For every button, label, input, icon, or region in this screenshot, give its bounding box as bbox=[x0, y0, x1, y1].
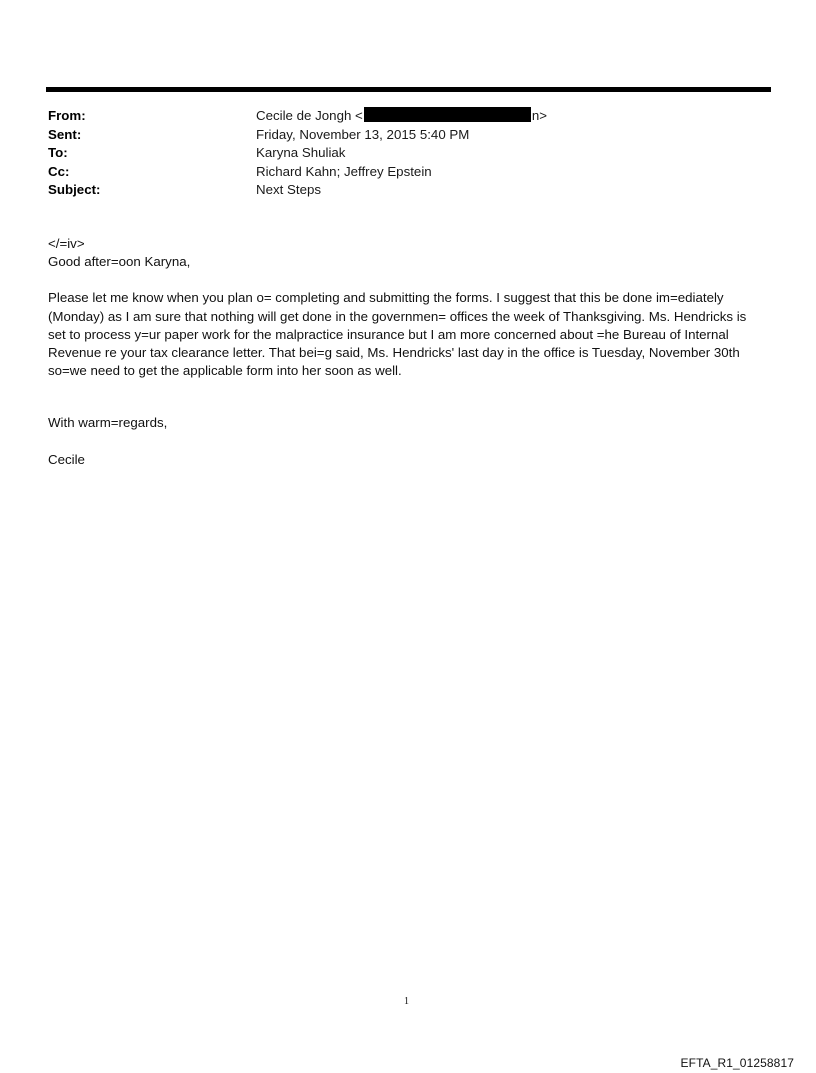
from-label: From: bbox=[48, 108, 86, 123]
bates-number: EFTA_R1_01258817 bbox=[680, 1056, 794, 1070]
page-number: 1 bbox=[404, 996, 409, 1007]
to-row bbox=[48, 144, 748, 163]
sent-value: Friday, November 13, 2015 5:40 PM bbox=[256, 126, 470, 142]
email-body bbox=[48, 235, 773, 469]
from-value-prefix: Cecile de Jongh < bbox=[256, 108, 363, 123]
paragraph-line: Revenue re your tax clearance letter. That bei=g said, Ms. Hendricks' last day in the office is Tuesday, November 30th bbox=[48, 345, 740, 361]
paragraph-line: (Monday) as I am sure that nothing will get done in the governmen= offices the week of Thanksgiving. Ms. Hendricks is bbox=[48, 308, 747, 324]
cc-value: Richard Kahn; Jeffrey Epstein bbox=[256, 163, 432, 179]
signature: Cecile bbox=[48, 451, 85, 467]
email-header bbox=[48, 107, 748, 200]
header-divider-rule bbox=[46, 87, 771, 92]
subject-value: Next Steps bbox=[256, 182, 322, 197]
sent-label: Sent: bbox=[48, 126, 82, 142]
paragraph-line: set to process y=ur paper work for the malpractice insurance but I am more concerned about =he Bureau of Internal bbox=[48, 326, 729, 342]
closing: With warm=regards, bbox=[48, 415, 168, 431]
greeting: Good after=oon Karyna, bbox=[48, 254, 191, 270]
subject-label: Subject: bbox=[48, 182, 101, 197]
from-value-suffix: n> bbox=[531, 108, 547, 123]
sent-row bbox=[48, 126, 748, 145]
redaction-block bbox=[364, 107, 531, 122]
subject-row bbox=[48, 181, 748, 200]
paragraph-line: so=we need to get the applicable form into her soon as well. bbox=[48, 363, 402, 379]
to-value: Karyna Shuliak bbox=[256, 145, 346, 160]
from-value bbox=[256, 107, 547, 126]
cc-label: Cc: bbox=[48, 163, 70, 179]
body-paragraph bbox=[48, 289, 773, 380]
paragraph-line: Please let me know when you plan o= completing and submitting the forms. I suggest that this be done im=ediately bbox=[48, 290, 724, 306]
tag-line: </=iv> bbox=[48, 236, 85, 251]
from-row bbox=[48, 107, 748, 126]
to-label: To: bbox=[48, 145, 68, 160]
cc-row bbox=[48, 163, 748, 182]
